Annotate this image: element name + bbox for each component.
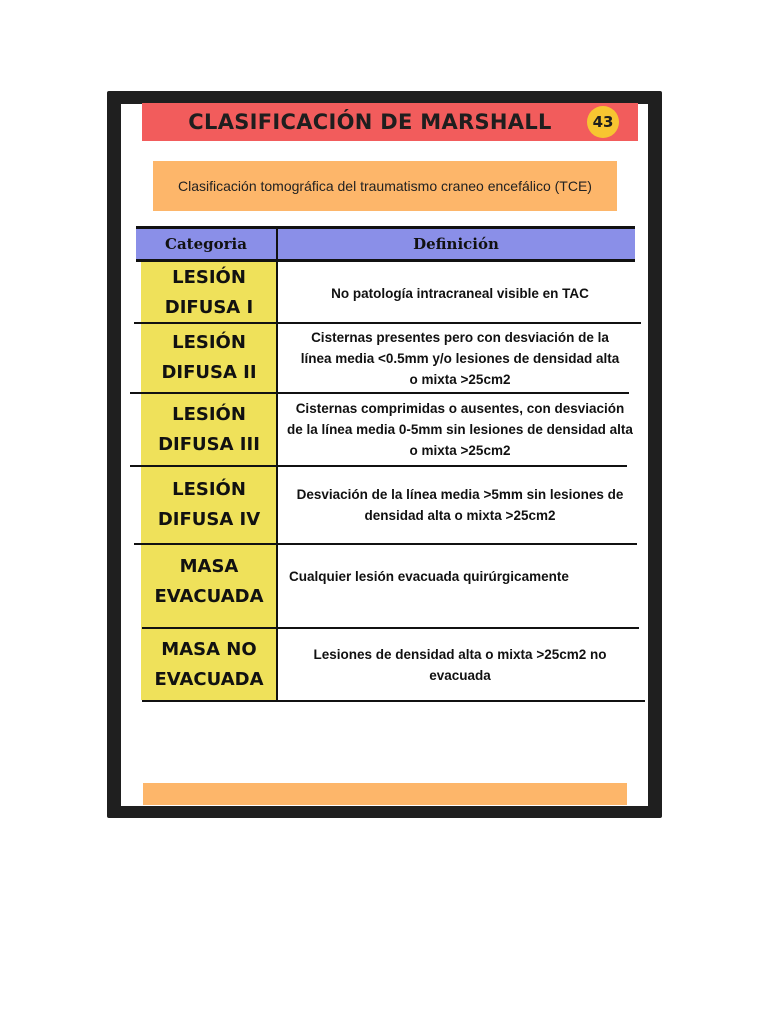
table-header: [136, 226, 635, 262]
row-definition: Cisternas presentes pero con desviación de la línea media <0.5mm y/o lesiones de densidad alta o mixta >25cm2: [300, 329, 620, 387]
row-category: MASA EVACUADA: [154, 556, 264, 607]
page-title: CLASIFICACIÓN DE MARSHALL: [188, 110, 552, 134]
page-number-badge: 43: [587, 106, 619, 138]
table-row: [141, 324, 639, 392]
subtitle-text: Clasificación tomográfica del traumatismo craneo encefálico (TCE): [178, 178, 592, 194]
row-definition: Cualquier lesión evacuada quirúrgicamente: [289, 568, 569, 584]
row-category: LESIÓN DIFUSA IV: [157, 479, 261, 530]
table-row: [141, 545, 639, 627]
row-definition: No patología intracraneal visible en TAC: [331, 285, 589, 301]
row-divider: [142, 700, 645, 702]
row-category: MASA NO EVACUADA: [154, 638, 264, 690]
title-bar: [142, 103, 638, 141]
table-row: [141, 394, 639, 465]
row-category: LESIÓN DIFUSA II: [161, 332, 257, 383]
table-row: [141, 629, 639, 700]
subtitle-box: [153, 161, 617, 211]
table-row: [141, 467, 639, 543]
header-category: Categoria: [165, 235, 247, 253]
table-row: [141, 263, 639, 323]
header-definition: Definición: [413, 235, 499, 253]
row-definition: Desviación de la línea media >5mm sin lesiones de densidad alta o mixta >25cm2: [296, 487, 624, 523]
row-category: LESIÓN DIFUSA I: [164, 267, 254, 318]
row-definition: Lesiones de densidad alta o mixta >25cm2 no evacuada: [313, 646, 607, 683]
row-category: LESIÓN DIFUSA III: [158, 403, 260, 455]
row-definition: Cisternas comprimidas o ausentes, con desviación de la línea media 0-5mm sin lesiones de densidad alta o mixta >25cm2: [287, 401, 633, 458]
footer-bar: [143, 783, 627, 805]
